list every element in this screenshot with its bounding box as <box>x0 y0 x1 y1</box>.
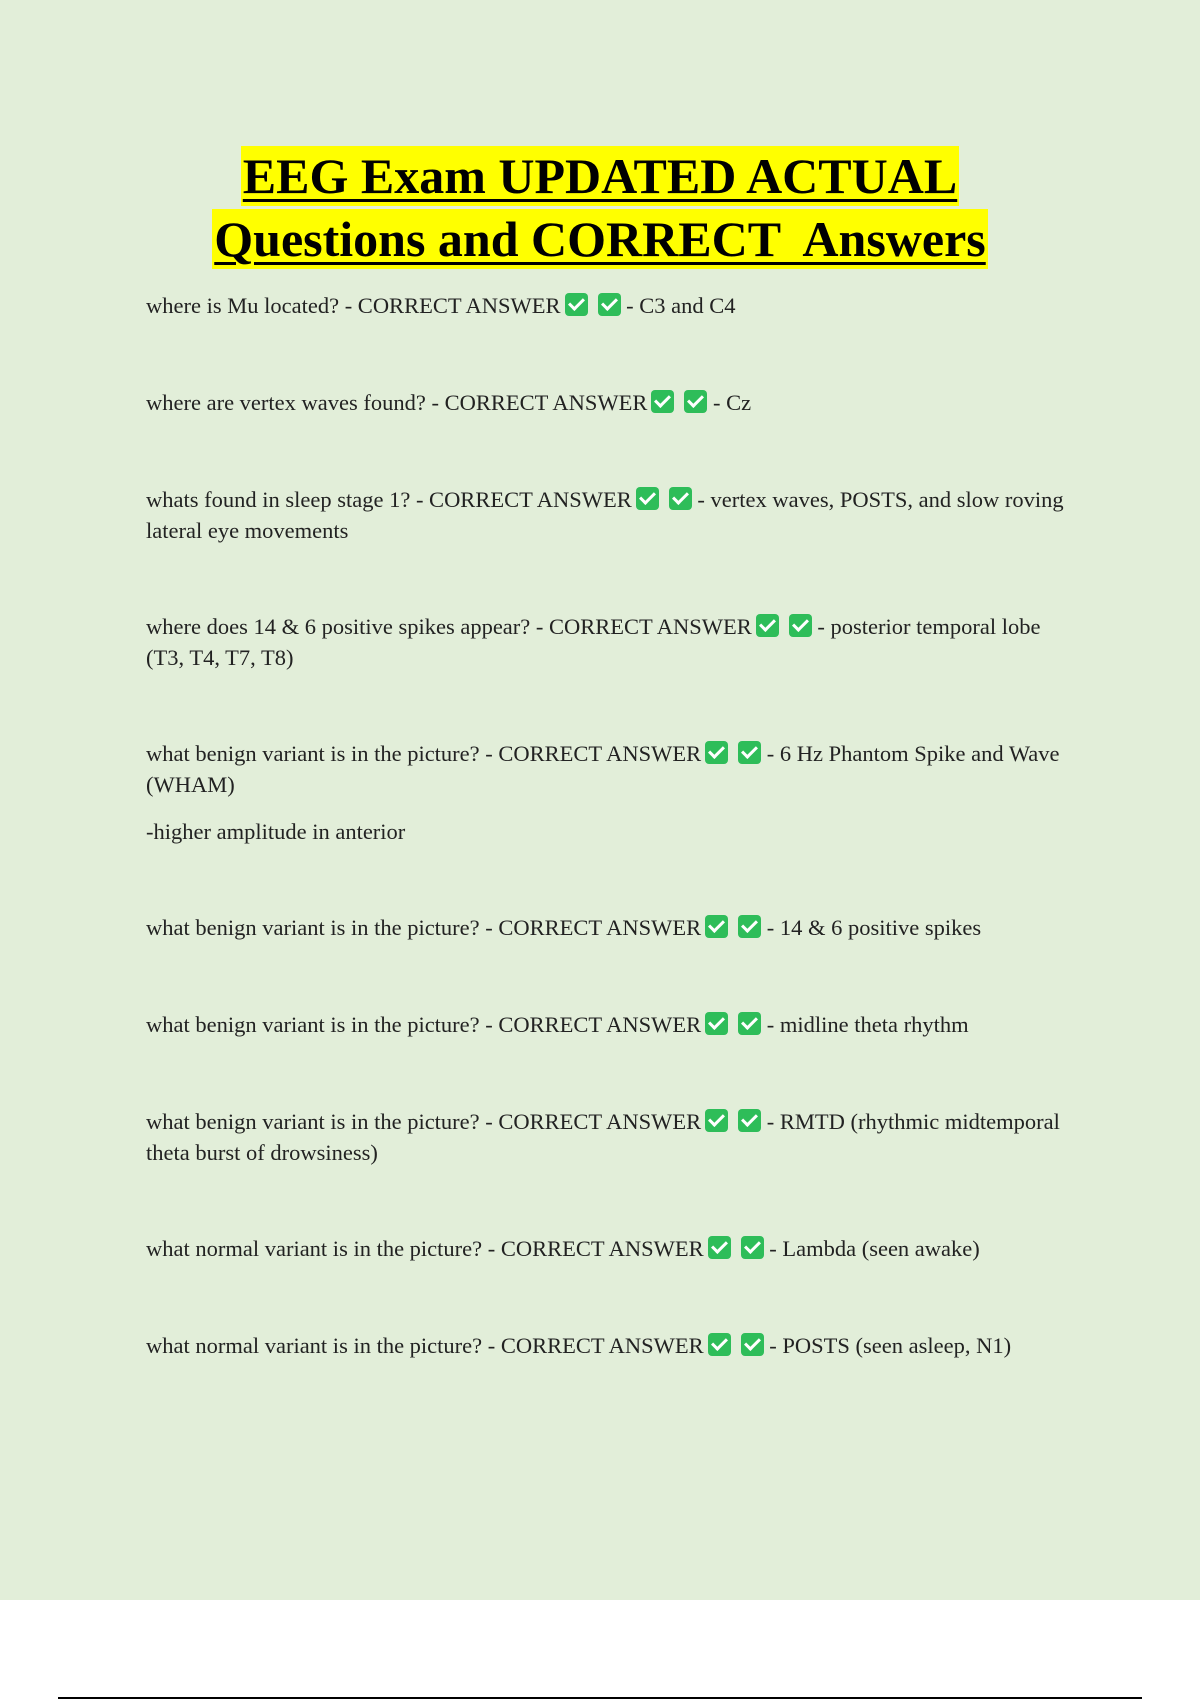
question-text: what normal variant is in the picture? <box>146 1236 483 1261</box>
check-mark-icon <box>741 1333 764 1356</box>
document-title <box>0 146 1200 272</box>
qa-item <box>146 1009 1076 1040</box>
check-mark-icon <box>741 1236 764 1259</box>
answer-marker: - CORRECT ANSWER <box>485 1012 702 1037</box>
check-mark-icon <box>708 1236 731 1259</box>
check-mark-icon <box>705 1012 728 1035</box>
question-text: what benign variant is in the picture? <box>146 741 480 766</box>
qa-item <box>146 1330 1076 1361</box>
answer-note: -higher amplitude in anterior <box>146 819 406 844</box>
question-text: what benign variant is in the picture? <box>146 1012 480 1037</box>
qa-item <box>146 290 1076 321</box>
qa-item <box>146 611 1076 673</box>
answer-text: - POSTS (seen asleep, N1) <box>769 1333 1012 1358</box>
check-mark-icon <box>651 390 674 413</box>
qa-item <box>146 387 1076 418</box>
answer-marker: - CORRECT ANSWER <box>485 915 702 940</box>
check-mark-icon <box>669 487 692 510</box>
answer-text: - C3 and C4 <box>626 293 736 318</box>
check-mark-icon <box>738 741 761 764</box>
page-divider <box>58 1697 1142 1699</box>
answer-marker: - CORRECT ANSWER <box>487 1333 704 1358</box>
question-text: where are vertex waves found? <box>146 390 426 415</box>
answer-text: - 6 Hz Phantom Spike and Wave (WHAM) <box>146 741 1060 797</box>
answer-marker: - CORRECT ANSWER <box>344 293 561 318</box>
question-text: what benign variant is in the picture? <box>146 915 480 940</box>
answer-marker: - CORRECT ANSWER <box>415 487 632 512</box>
qa-item <box>146 484 1076 546</box>
answer-text: - vertex waves, POSTS, and slow roving lateral eye movements <box>146 487 1064 543</box>
answer-text: - Lambda (seen awake) <box>769 1236 980 1261</box>
answer-text: - posterior temporal lobe (T3, T4, T7, T8) <box>146 614 1041 670</box>
check-mark-icon <box>708 1333 731 1356</box>
check-mark-icon <box>636 487 659 510</box>
answer-text: - 14 & 6 positive spikes <box>766 915 982 940</box>
answer-text: - Cz <box>712 390 752 415</box>
answer-marker: - CORRECT ANSWER <box>431 390 648 415</box>
check-mark-icon <box>738 1109 761 1132</box>
check-mark-icon <box>738 915 761 938</box>
question-text: whats found in sleep stage 1? <box>146 487 411 512</box>
answer-marker: - CORRECT ANSWER <box>487 1236 704 1261</box>
qa-item <box>146 912 1076 943</box>
check-mark-icon <box>565 293 588 316</box>
check-mark-icon <box>684 390 707 413</box>
qa-item <box>146 738 1076 847</box>
answer-text: - midline theta rhythm <box>766 1012 969 1037</box>
answer-marker: - CORRECT ANSWER <box>535 614 752 639</box>
check-mark-icon <box>756 614 779 637</box>
check-mark-icon <box>598 293 621 316</box>
answer-marker: - CORRECT ANSWER <box>485 741 702 766</box>
answer-marker: - CORRECT ANSWER <box>485 1109 702 1134</box>
qa-item <box>146 1106 1076 1168</box>
answer-text: - RMTD (rhythmic midtemporal theta burst of drowsiness) <box>146 1109 1060 1165</box>
check-mark-icon <box>738 1012 761 1035</box>
check-mark-icon <box>789 614 812 637</box>
title-line-2: Questions and CORRECT Answers <box>214 211 986 267</box>
question-text: where does 14 & 6 positive spikes appear? <box>146 614 531 639</box>
check-mark-icon <box>705 915 728 938</box>
question-text: where is Mu located? <box>146 293 340 318</box>
question-text: what benign variant is in the picture? <box>146 1109 480 1134</box>
check-mark-icon <box>705 1109 728 1132</box>
title-line-1: EEG Exam UPDATED ACTUAL <box>242 148 958 204</box>
question-text: what normal variant is in the picture? <box>146 1333 483 1358</box>
qa-item <box>146 1233 1076 1264</box>
check-mark-icon <box>705 741 728 764</box>
